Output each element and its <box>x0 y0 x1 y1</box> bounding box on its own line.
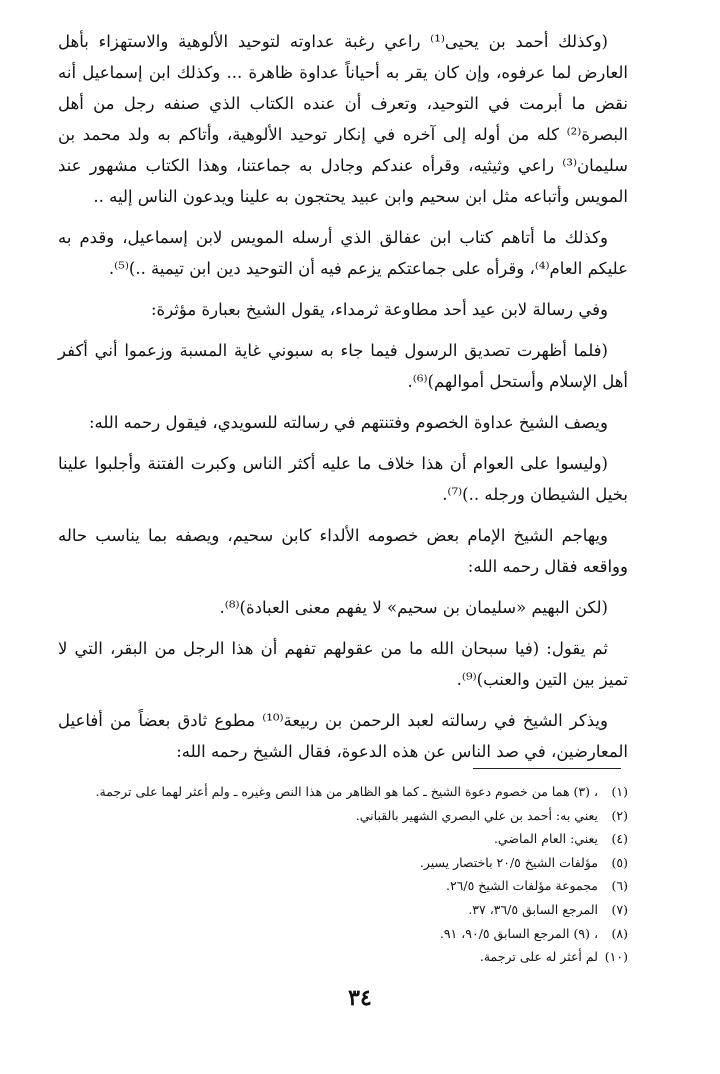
footnote-text: يعني: العام الماضي. <box>493 831 598 847</box>
footnote-text: يعني به: أحمد بن علي البصري الشهير بالقباني. <box>355 807 598 823</box>
paragraph: ويهاجم الشيخ الإمام بعض خصومه الألداء كابن سحيم، ويصفه بما يناسب حاله وواقعه فقال رحمه الله: <box>58 526 628 576</box>
footnote-text: مؤلفات الشيخ ٢٠/٥ باختصار يسير. <box>419 854 598 870</box>
footnote-text: لم أعثر له على ترجمة. <box>479 949 598 965</box>
footnote <box>58 780 628 804</box>
footnote <box>58 827 628 851</box>
footnote-number: (٥) <box>611 854 628 870</box>
footnote-number: (٦) <box>611 878 628 894</box>
footnote-text: مجموعة مؤلفات الشيخ ٢٦/٥. <box>445 878 598 894</box>
paragraph: ويذكر الشيخ في رسالته لعبد الرحمن بن ربيعة⁽¹⁰⁾ مطوع ثادق بعضاً من أفاعيل المعارضين، في صد الناس عن هذه الدعوة، فقال الشيخ رحمه الله: <box>58 711 628 761</box>
paragraph: وكذلك ما أتاهم كتاب ابن عفالق الذي أرسله المويس لابن إسماعيل، وقدم به عليكم العام⁽⁴⁾، وقرأه على جماعتكم يزعم فيه أن التوحيد دين ابن تيمية ..)⁽⁵⁾. <box>58 228 628 278</box>
footnote-number: (٤) <box>611 831 628 847</box>
footnote <box>58 804 628 828</box>
paragraph: ثم يقول: (فيا سبحان الله ما من عقولهم تفهم أن هذا الرجل من البقر، التي لا تميز بين التين والعنب)⁽⁹⁾. <box>58 639 628 689</box>
footnote-number: (٧) <box>611 901 628 917</box>
paragraph: (لكن البهيم «سليمان بن سحيم» لا يفهم معنى العبادة)⁽⁸⁾. <box>219 598 608 617</box>
footnote-divider <box>473 768 621 769</box>
paragraph: (وكذلك أحمد بن يحيى⁽¹⁾ راعي رغبة عداوته لتوحيد الألوهية والاستهزاء بأهل العارض لما عرفوه، وإن كان يقر به أحياناً عداوة ظاهرة ... وكذلك ابن إسماعيل أنه نقض ما أبرمت في التوحيد، وتعرف أن عنده الكتاب الذي صنفه رجل من أهل البصرة⁽²⁾ كله من أوله إلى آخره في إنكار توحيد الألوهية، وأتاكم به ولد محمد بن سليمان⁽³⁾ راعي وثيثيه، وقرأه عندكم وجادل به جماعتنا، وهذا الكتاب مشهور عند المويس وأتباعه مثل ابن سحيم وابن عبيد يحتجون به علينا ويدعون الناس إليه .. <box>58 32 628 206</box>
footnote <box>58 851 628 875</box>
footnote-text: المرجع السابق ٣٦/٥، ٣٧. <box>468 901 598 917</box>
footnote <box>58 922 628 946</box>
footnote <box>58 945 628 969</box>
paragraph: ويصف الشيخ عداوة الخصوم وفتنتهم في رسالته للسويدي، فيقول رحمه الله: <box>88 413 608 432</box>
main-text <box>58 26 628 767</box>
footnote-text: ، (٣) هما من خصوم دعوة الشيخ ـ كما هو الظاهر من هذا النص وغيره ـ ولم أعثر لهما على ترجمة. <box>95 784 598 799</box>
footnote-text: ، (٩) المرجع السابق ٩٠/٥، ٩١. <box>439 925 598 941</box>
footnote <box>58 874 628 898</box>
footnote-number: (١) <box>611 784 628 799</box>
footnote-number: (٢) <box>611 807 628 823</box>
paragraph: (وليسوا على العوام أن هذا خلاف ما عليه أكثر الناس وكبرت الفتنة وأجلبوا علينا بخيل الشيطان ورجله ..)⁽⁷⁾. <box>58 454 628 504</box>
paragraph: وفي رسالة لابن عيد أحد مطاوعة ثرمداء، يقول الشيخ بعبارة مؤثرة: <box>150 300 608 319</box>
footnote-number: (٨) <box>611 925 628 941</box>
footnote <box>58 898 628 922</box>
page-number: ٣٤ <box>348 985 372 1011</box>
paragraph: (فلما أظهرت تصديق الرسول فيما جاء به سبوني غاية المسبة وزعموا أني أكفر أهل الإسلام وأستحل أموالهم)⁽⁶⁾. <box>58 341 628 391</box>
footnotes <box>58 780 628 969</box>
footnote-number: (١٠) <box>604 949 628 965</box>
